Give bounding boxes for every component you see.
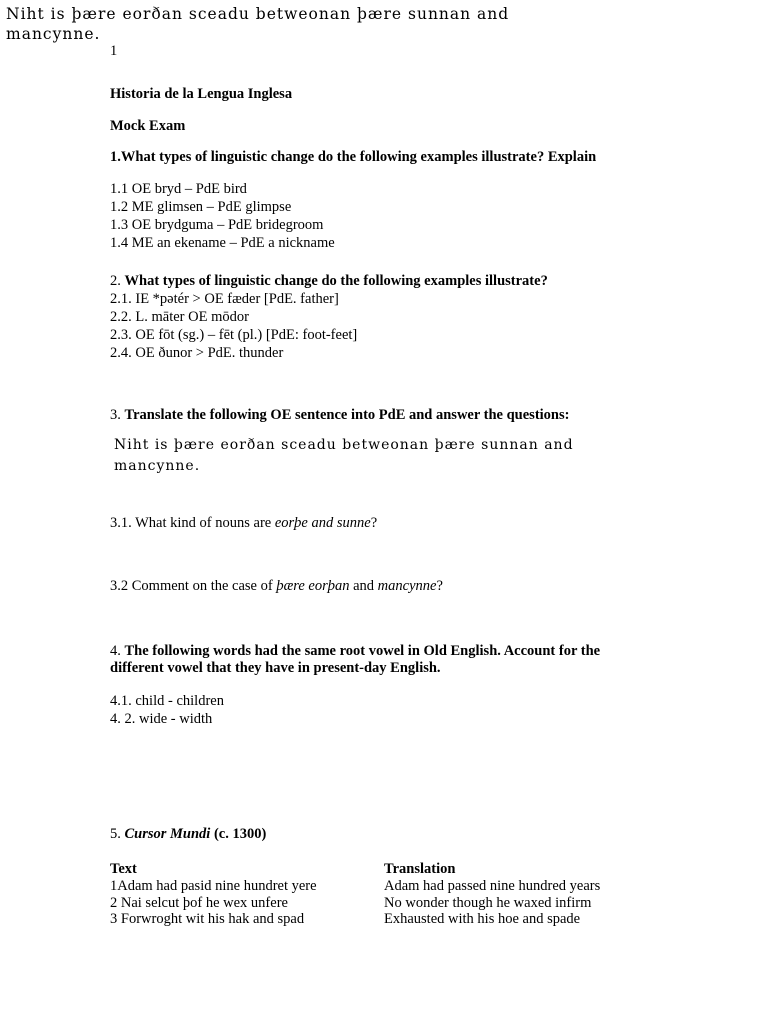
question-3-number: 3.: [110, 407, 125, 423]
list-item: 1.2 ME glimsen – PdE glimpse: [110, 199, 292, 215]
header-oe-line-1: Niht is þære eorðan sceadu betweonan þære sunnan and: [6, 5, 510, 23]
question-2-number: 2.: [110, 273, 125, 289]
table-row-text: 1Adam had pasid nine hundret yere: [110, 878, 317, 894]
question-1-list: [110, 180, 335, 252]
question-4-text: The following words had the same root vowel in Old English. Account for the: [124, 643, 601, 659]
question-4-list: [110, 692, 224, 728]
list-item: 1.3 OE brydguma – PdE bridegroom: [110, 217, 324, 233]
page-title: Historia de la Lengua Inglesa: [110, 86, 293, 102]
list-item: 1.4 ME an ekename – PdE a nickname: [110, 235, 335, 251]
list-item: 4.1. child - children: [110, 693, 224, 709]
question-4-heading-line-2: different vowel that they have in present-day English.: [110, 660, 441, 676]
table-row-translation: Adam had passed nine hundred years: [384, 878, 601, 894]
question-3-1-italic: eorþe and sunne: [274, 515, 371, 531]
question-4-number: 4.: [110, 643, 125, 659]
question-3-heading: [110, 407, 569, 424]
table-row-text: 3 Forwroght wit his hak and spad: [110, 911, 305, 927]
question-3-1-text: 3.1. What kind of nouns are: [110, 515, 275, 531]
table-row-translation: Exhausted with his hoe and spade: [384, 911, 581, 927]
list-item: 2.3. OE fōt (sg.) – fēt (pl.) [PdE: foot-feet]: [110, 327, 358, 343]
question-3-2-mid: and: [349, 578, 378, 594]
question-3-2-italic-1: þære eorþan: [276, 578, 350, 594]
page-number: 1: [110, 43, 118, 59]
table-row-text: 2 Nai selcut þof he wex unfere: [110, 894, 288, 911]
column-header-translation: Translation: [384, 861, 456, 877]
oe-sentence-line-2: mancynne.: [114, 458, 201, 474]
question-5-title: Cursor Mundi: [124, 826, 211, 842]
question-5-heading: [110, 826, 266, 843]
list-item: 2.2. L. māter OE mōdor: [110, 309, 249, 325]
list-item: 4. 2. wide - width: [110, 711, 213, 727]
column-header-text: Text: [110, 861, 137, 877]
question-3-1-end: ?: [370, 515, 378, 531]
list-item: 2.1. IE *pətér > OE fæder [PdE. father]: [110, 291, 339, 307]
list-item: 2.4. OE ðunor > PdE. thunder: [110, 345, 284, 361]
oe-sentence-line-1: Niht is þære eorðan sceadu betweonan þære sunnan and: [114, 437, 574, 453]
table-row-translation: No wonder though he waxed infirm: [384, 894, 592, 911]
question-5-date: (c. 1300): [210, 826, 267, 842]
question-2-list: [110, 290, 357, 362]
question-1-heading: 1.What types of linguistic change do the following examples illustrate? Explain: [110, 149, 597, 165]
question-2-text: What types of linguistic change do the following examples illustrate?: [124, 273, 548, 289]
question-2-heading: [110, 273, 548, 290]
header-oe-line-2: mancynne.: [6, 25, 101, 43]
question-3-2-text: 3.2 Comment on the case of: [110, 578, 277, 594]
question-5-number: 5.: [110, 826, 125, 842]
question-3-2: [110, 578, 443, 595]
page-subtitle: Mock Exam: [110, 118, 186, 134]
question-3-2-italic-2: mancynne: [377, 578, 437, 594]
question-3-1: [110, 515, 377, 532]
list-item: 1.1 OE bryd – PdE bird: [110, 181, 247, 197]
question-3-text: Translate the following OE sentence into PdE and answer the questions:: [124, 407, 570, 423]
question-3-2-end: ?: [436, 578, 443, 594]
translation-column: [384, 878, 600, 928]
question-4-heading-line-1: [110, 643, 600, 660]
text-column: [110, 878, 317, 928]
